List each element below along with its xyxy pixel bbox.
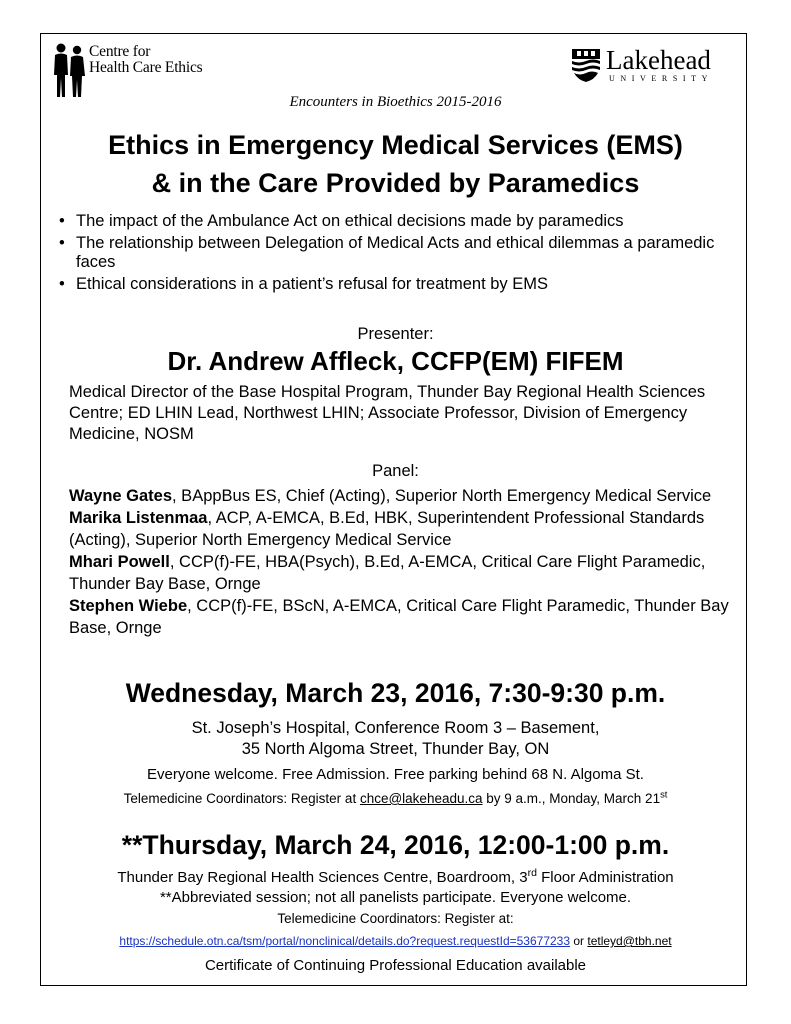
university-label: UNIVERSITY bbox=[609, 74, 713, 83]
panelist bbox=[69, 595, 744, 639]
venue-line2: 35 North Algoma Street, Thunder Bay, ON bbox=[241, 740, 550, 758]
title-line1: Ethics in Emergency Medical Services (EMS) bbox=[108, 130, 683, 160]
people-silhouette-logo-icon bbox=[53, 42, 87, 98]
registration-links bbox=[0, 934, 791, 948]
presenter-name: Dr. Andrew Affleck, CCFP(EM) FIFEM bbox=[167, 346, 624, 376]
panelist bbox=[69, 507, 744, 551]
venue2-prefix: Thunder Bay Regional Health Sciences Centre, Boardroom, 3 bbox=[117, 869, 528, 886]
session2-date: **Thursday, March 24, 2016, 12:00-1:00 p.m. bbox=[121, 830, 670, 860]
chce-email-link[interactable]: chce@lakeheadu.ca bbox=[359, 791, 483, 806]
panelist-name: Stephen Wiebe bbox=[69, 597, 188, 615]
series-title: Encounters in Bioethics 2015-2016 bbox=[289, 94, 502, 110]
panelist bbox=[69, 551, 744, 595]
topic-item: • The relationship between Delegation of Medical Acts and ethical dilemmas a paramedic faces bbox=[56, 234, 736, 272]
panelist-details: , CCP(f)-FE, HBA(Psych), B.Ed, A-EMCA, Critical Care Flight Paramedic, Thunder Bay Base, Ornge bbox=[69, 553, 706, 593]
tbh-email-link[interactable]: tetleyd@tbh.net bbox=[587, 934, 672, 948]
topic-item: • The impact of the Ambulance Act on ethical decisions made by paramedics bbox=[56, 212, 736, 231]
session2-venue bbox=[0, 868, 791, 908]
certificate-note: Certificate of Continuing Professional Education available bbox=[204, 957, 587, 974]
chce-line2: Health Care Ethics bbox=[89, 59, 203, 76]
venue-line1: St. Joseph’s Hospital, Conference Room 3 – Basement, bbox=[191, 719, 600, 737]
topic-item: • Ethical considerations in a patient’s refusal for treatment by EMS bbox=[56, 275, 736, 294]
tele-suffix: by 9 a.m., Monday, March 21 bbox=[482, 791, 661, 806]
tele-prefix: Telemedicine Coordinators: Register at bbox=[123, 791, 360, 806]
panelist-name: Mhari Powell bbox=[69, 553, 170, 571]
page-title bbox=[0, 126, 791, 202]
lakehead-crest-icon bbox=[570, 47, 602, 83]
panelist-details: , ACP, A-EMCA, B.Ed, HBK, Superintendent Professional Standards (Acting), Superior North Emergency Medical Service bbox=[69, 509, 705, 549]
chce-line1: Centre for bbox=[89, 43, 151, 60]
title-line2: & in the Care Provided by Paramedics bbox=[151, 168, 640, 198]
url-or: or bbox=[570, 934, 588, 948]
presenter-description: Medical Director of the Base Hospital Program, Thunder Bay Regional Health Sciences Centre; ED LHIN Lead, Northwest LHIN; Associate Professor, Division of Emergency Medicine, NOSM bbox=[69, 383, 706, 443]
panelist-details: , BAppBus ES, Chief (Acting), Superior North Emergency Medical Service bbox=[172, 487, 712, 505]
panelist-name: Wayne Gates bbox=[69, 487, 173, 505]
panelist-details: , CCP(f)-FE, BScN, A-EMCA, Critical Care Flight Paramedic, Thunder Bay Base, Ornge bbox=[69, 597, 729, 637]
session2-note: **Abbreviated session; not all panelists participate. Everyone welcome. bbox=[159, 889, 632, 906]
venue2-sup: rd bbox=[527, 867, 537, 879]
panelist bbox=[69, 485, 744, 507]
session1-welcome: Everyone welcome. Free Admission. Free parking behind 68 N. Algoma St. bbox=[147, 766, 644, 783]
tele-sup: st bbox=[660, 789, 668, 801]
panelist-name: Marika Listenmaa bbox=[69, 509, 208, 527]
panel-list bbox=[69, 485, 744, 639]
panel-label: Panel: bbox=[372, 462, 419, 480]
session1-telemedicine bbox=[0, 791, 791, 806]
session1-venue bbox=[0, 718, 791, 760]
lakehead-wordmark: Lakehead bbox=[606, 45, 711, 75]
topic-list bbox=[56, 212, 736, 297]
otn-registration-link[interactable]: https://schedule.otn.ca/tsm/portal/nonclinical/details.do?request.requestId=53677233 bbox=[119, 934, 571, 948]
venue2-suffix: Floor Administration bbox=[536, 869, 674, 886]
presenter-label: Presenter: bbox=[357, 325, 434, 343]
venue2-line bbox=[0, 868, 791, 888]
session2-telemedicine: Telemedicine Coordinators: Register at: bbox=[277, 911, 514, 926]
chce-wordmark bbox=[89, 44, 202, 76]
session1-date: Wednesday, March 23, 2016, 7:30-9:30 p.m. bbox=[125, 678, 666, 708]
